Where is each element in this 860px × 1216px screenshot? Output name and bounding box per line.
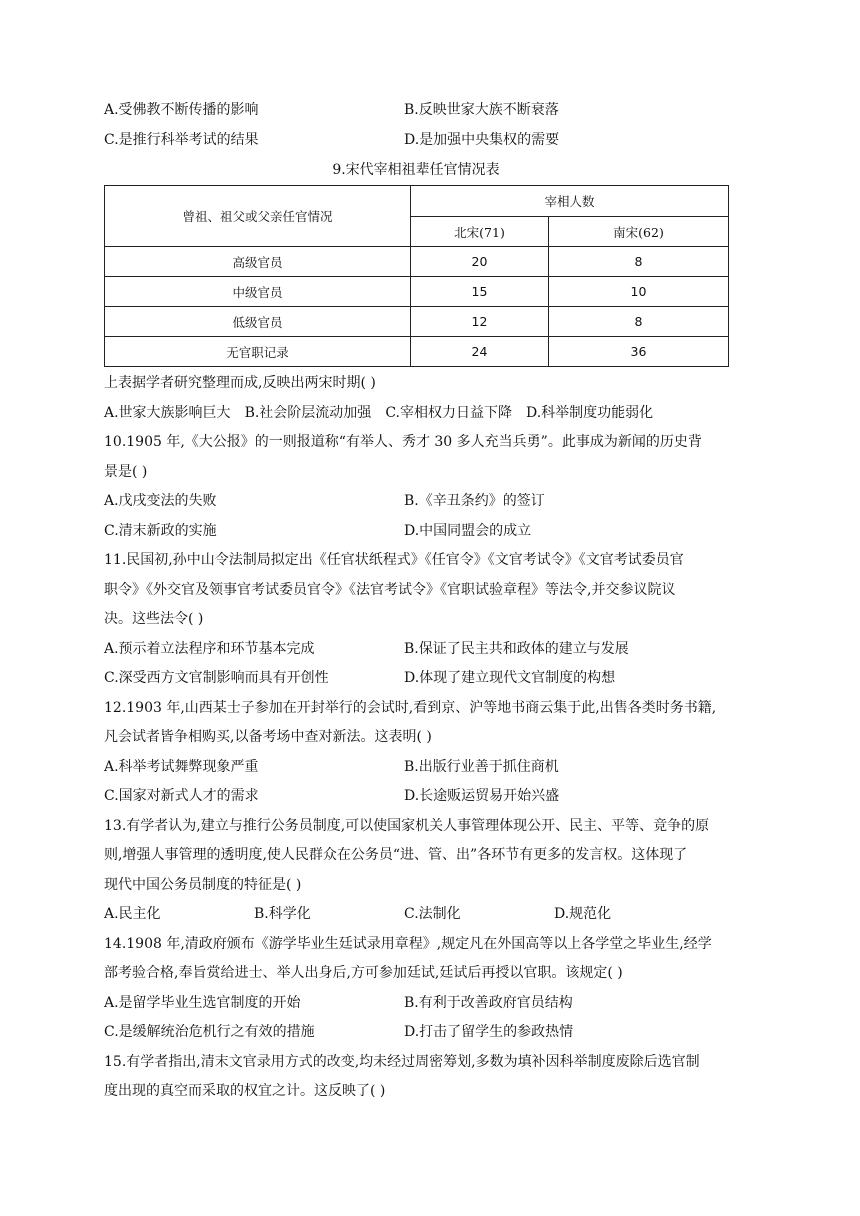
- q11-stem-line-1: 11.民国初,孙中山令法制局拟定出《任官状纸程式》《任官令》《文官考试令》《文官考试委员官: [104, 552, 684, 568]
- q9-option-c[interactable]: C.宰相权力日益下降: [385, 404, 512, 421]
- q13-stem-line-1: 13.有学者认为,建立与推行公务员制度,可以使国家机关人事管理体现公开、民主、平等、竞争的原: [104, 817, 710, 834]
- q8-options-row-1: [104, 96, 728, 126]
- q14-option-c[interactable]: C.是缓解统治危机行之有效的措施: [104, 1024, 315, 1040]
- q14-option-d[interactable]: D.打击了留学生的参政热情: [404, 1024, 574, 1040]
- q9-options: [104, 399, 728, 429]
- row-north: 24: [411, 337, 549, 367]
- q10-option-b[interactable]: B.《辛丑条约》的签订: [404, 493, 545, 509]
- table-row: [105, 277, 729, 307]
- q8-option-c[interactable]: C.是推行科举考试的结果: [104, 131, 259, 148]
- q13-option-d[interactable]: D.规范化: [554, 906, 612, 922]
- q13-option-a[interactable]: A.民主化: [104, 906, 161, 922]
- row-label: 高级官员: [105, 247, 411, 277]
- q12-options-row-1: [104, 753, 728, 783]
- q11-option-d[interactable]: D.体现了建立现代文官制度的构想: [404, 670, 616, 686]
- q14-options-row-1: [104, 989, 728, 1019]
- q10-options-row-1: [104, 487, 728, 517]
- q10-option-d[interactable]: D.中国同盟会的成立: [404, 522, 532, 539]
- table-header-group: 宰相人数: [411, 186, 729, 217]
- q12-option-d[interactable]: D.长途贩运贸易开始兴盛: [404, 788, 560, 804]
- table-header-north: 北宋(71): [411, 217, 549, 247]
- q10-option-c[interactable]: C.清末新政的实施: [104, 522, 217, 539]
- q12-stem-line-1: 12.1903 年,山西某士子参加在开封举行的会试时,看到京、沪等地书商云集于此,出售各类时务书籍,: [104, 699, 717, 716]
- q10-option-a[interactable]: A.戊戌变法的失败: [104, 493, 217, 509]
- q9-stem: 上表据学者研究整理而成,反映出两宋时期( ): [104, 375, 376, 391]
- q14-stem-line-2: 部考验合格,奉旨赏给进士、举人出身后,方可参加廷试,廷试后再授以官职。该规定( ): [104, 965, 623, 981]
- q8-options-row-2: [104, 126, 728, 156]
- q8-option-d[interactable]: D.是加强中央集权的需要: [404, 131, 560, 148]
- q13-option-c[interactable]: C.法制化: [404, 906, 461, 922]
- q11-option-c[interactable]: C.深受西方文官制影响而具有开创性: [104, 670, 329, 686]
- q12-stem-line-2: 凡会试者皆争相购买,以备考场中查对新法。这表明( ): [104, 729, 432, 745]
- q14-option-b[interactable]: B.有利于改善政府官员结构: [404, 994, 573, 1011]
- row-label: 无官职记录: [105, 337, 411, 367]
- q11-option-a[interactable]: A.预示着立法程序和环节基本完成: [104, 640, 315, 657]
- q12-options-row-2: [104, 782, 728, 812]
- q11-option-b[interactable]: B.保证了民主共和政体的建立与发展: [404, 640, 629, 657]
- q14-options-row-2: [104, 1018, 728, 1048]
- q9-option-d[interactable]: D.科举制度功能弱化: [525, 404, 654, 421]
- q15-stem-line-2: 度出现的真空而采取的权宜之计。这反映了( ): [104, 1083, 386, 1099]
- table-header-row: [105, 186, 729, 217]
- q12-option-b[interactable]: B.出版行业善于抓住商机: [404, 758, 559, 775]
- row-north: 20: [411, 247, 549, 277]
- table-header-left: 曾祖、祖父或父亲任官情况: [105, 186, 411, 247]
- table-row: [105, 307, 729, 337]
- q8-option-a[interactable]: A.受佛教不断传播的影响: [104, 102, 259, 118]
- q9-table-title: 9.宋代宰相祖辈任官情况表: [332, 162, 500, 178]
- q11-options-row-2: [104, 664, 728, 694]
- row-south: 8: [549, 307, 729, 337]
- q8-option-b[interactable]: B.反映世家大族不断衰落: [404, 102, 559, 118]
- q10-stem-line-1: 10.1905 年,《大公报》的一则报道称“有举人、秀才 30 多人充当兵勇”。此事成为新闻的历史背: [104, 434, 702, 450]
- row-south: 8: [549, 247, 729, 277]
- q9-option-a[interactable]: A.世家大族影响巨大: [104, 404, 231, 421]
- q11-stem-line-2: 职令》《外交官及领事官考试委员官令》《法官考试令》《官职试验章程》等法令,并交参议院议: [104, 581, 676, 598]
- table-header-south: 南宋(62): [549, 217, 729, 247]
- row-south: 36: [549, 337, 729, 367]
- q12-option-a[interactable]: A.科举考试舞弊现象严重: [104, 758, 259, 775]
- q13-stem-line-2: 则,增强人事管理的透明度,使人民群众在公务员“进、管、出”各环节有更多的发言权。这体现了: [104, 847, 688, 863]
- q14-option-a[interactable]: A.是留学毕业生选官制度的开始: [104, 994, 301, 1011]
- q11-options-row-1: [104, 635, 728, 665]
- q13-option-b[interactable]: B.科学化: [254, 906, 311, 922]
- q10-options-row-2: [104, 517, 728, 547]
- q9-option-b[interactable]: B.社会阶层流动加强: [244, 404, 372, 421]
- table-row: [105, 247, 729, 277]
- q15-stem-line-1: 15.有学者指出,清末文官录用方式的改变,均未经过周密筹划,多数为填补因科举制度废除后选官制: [104, 1053, 700, 1070]
- q13-options: [104, 900, 728, 930]
- row-north: 12: [411, 307, 549, 337]
- q10-stem-line-2: 景是( ): [104, 463, 148, 480]
- q9-table: [104, 185, 729, 367]
- q13-stem-line-3: 现代中国公务员制度的特征是( ): [104, 876, 302, 893]
- table-row: [105, 337, 729, 367]
- row-label: 中级官员: [105, 277, 411, 307]
- row-north: 15: [411, 277, 549, 307]
- row-south: 10: [549, 277, 729, 307]
- exam-page: [104, 96, 728, 1107]
- q12-option-c[interactable]: C.国家对新式人才的需求: [104, 788, 259, 804]
- q14-stem-line-1: 14.1908 年,清政府颁布《游学毕业生廷试录用章程》,规定凡在外国高等以上各学堂之毕业生,经学: [104, 935, 712, 952]
- row-label: 低级官员: [105, 307, 411, 337]
- q11-stem-line-3: 决。这些法令( ): [104, 611, 204, 627]
